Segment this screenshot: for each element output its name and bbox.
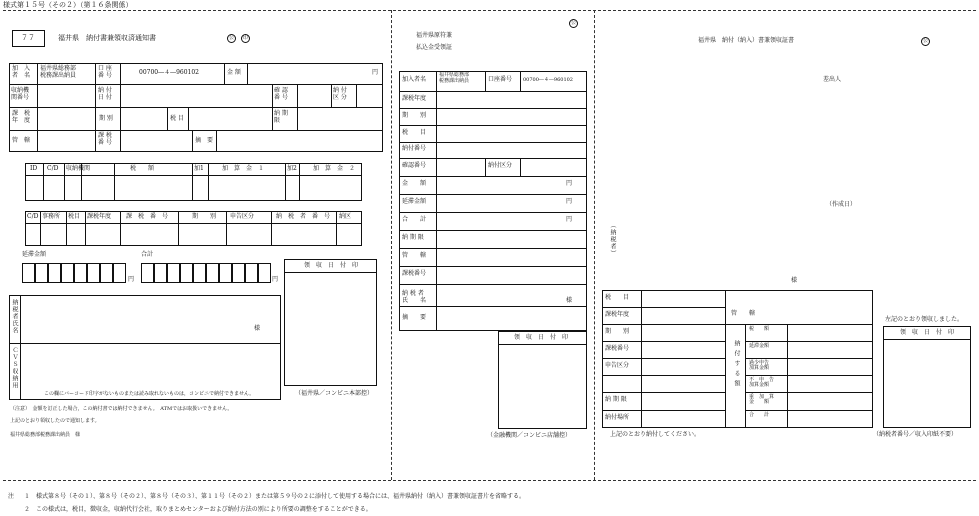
middle-row-label: 納 税 者 氏 名 <box>402 290 427 304</box>
middle-seal-icon: 公 <box>570 20 576 26</box>
late-fee-label: 延滞金額 <box>22 251 47 258</box>
right-row-label: 課税年度 <box>605 311 630 318</box>
middle-total-yen: 円 <box>566 216 573 223</box>
tax-number-label: 課 税 番 号 <box>98 132 112 146</box>
middle-row-label: 税 目 <box>402 128 427 136</box>
pay-amount-vertical: 納付する額 <box>733 340 740 390</box>
middle-row-label: 納 期 限 <box>402 234 424 241</box>
digit-box <box>141 263 154 283</box>
digit-box <box>193 263 206 283</box>
col3-period: 期 別 <box>192 213 217 220</box>
total-label: 合計 <box>141 251 154 258</box>
separator-right <box>594 10 595 480</box>
barcode-note: この欄にバーコード印字がないものまたは読み取れないものは，コンビニで納付できません。 <box>44 391 255 397</box>
total-yen: 円 <box>272 276 279 283</box>
middle-account-label: 口座番号 <box>488 76 513 83</box>
pay-note: 上記のとおり納付してください。 <box>610 431 701 438</box>
payer-label: 加 入 者 名 <box>12 65 31 79</box>
right-seal-icon: 公 <box>922 38 928 44</box>
col3-tax-item: 税目 <box>68 213 81 220</box>
due-label: 納 期 限 <box>274 110 288 124</box>
right-amount-label: 過少申告 加算金額 <box>749 360 770 371</box>
footnote-1: １ 様式第８号（その１）、第８号（その２）、第８号（その３）、第１１号（その２）または第５９号の２に添付して使用する場合には、福井県納付（納入）書兼領収証書片を省略する。 <box>24 493 526 500</box>
form-title: 様式第１５号（その２）（第１６条関係） <box>3 1 133 9</box>
col-add1: 加1 <box>194 165 204 172</box>
taxpayer-cvs-box <box>9 295 281 400</box>
col-tax-amount: 税 額 <box>130 165 155 172</box>
col-add-amount2: 加 算 金 ２ <box>313 165 356 172</box>
right-receipt-stamp-box <box>883 326 971 428</box>
middle-row-label: 金 額 <box>402 180 427 187</box>
middle-receipt-stamp-box <box>498 331 587 429</box>
caution-note: （注意） 金額を訂正した場合，この納付書では納付できません。 ATMではお取扱いできません。 <box>10 406 233 412</box>
col-collector: 収納機関 <box>66 165 91 172</box>
left-receipt-caption: （福井県／コンビニ本部控） <box>295 390 374 397</box>
right-row-label: 納 期 限 <box>605 396 627 403</box>
confirm-number-label: 確 認 番 号 <box>274 87 288 101</box>
right-row-label: 税 目 <box>605 294 630 301</box>
col-add-amount1: 加 算 金 １ <box>222 165 265 172</box>
right-taxpayer-vertical: （納税者） <box>609 222 616 257</box>
created-date-label: （作成日） <box>826 201 857 208</box>
middle-row-label: 確認番号 <box>402 162 427 169</box>
right-amount-label: 重 加 算 金 額 <box>749 394 775 405</box>
col3-pay-type: 納区 <box>339 213 352 220</box>
sender-label: 差出人 <box>823 76 842 83</box>
middle-row-label: 延滞金額 <box>402 198 427 205</box>
left-title: 福井県 納付書兼領収済通知書 <box>58 34 156 42</box>
middle-row-label: 課税年度 <box>402 94 427 102</box>
digit-box <box>74 263 87 283</box>
period-label: 期 別 <box>99 115 113 122</box>
right-amount-label: 税 額 <box>749 326 770 332</box>
right-sama: 様 <box>791 277 798 284</box>
middle-pay-type-label: 納付区分 <box>488 162 513 169</box>
digit-box <box>154 263 167 283</box>
digit-box <box>22 263 35 283</box>
right-row-label: 納付場所 <box>605 414 630 421</box>
footnote-prefix: 注 <box>8 493 15 500</box>
form-number: ７７ <box>21 34 35 42</box>
bottom-dashed-line <box>3 480 976 481</box>
right-title: 福井県 納付（納入）書兼領収証書 <box>698 37 795 44</box>
right-row-label: 課税番号 <box>605 345 630 352</box>
received-note: 左記のとおり領収しました。 <box>885 316 964 323</box>
col3-office: 事務所 <box>42 213 61 220</box>
payer-name: 福井県総務部 税務課出納員 <box>40 65 77 79</box>
digit-box <box>245 263 258 283</box>
middle-row-label: 課税番号 <box>402 270 427 277</box>
col3-fiscal-year: 課税年度 <box>87 213 112 220</box>
middle-title-2: 払込金受領証 <box>416 44 453 51</box>
digit-box <box>180 263 193 283</box>
amount-label: 金 額 <box>227 69 241 76</box>
col-cd: C/D <box>47 165 59 172</box>
col-id: ID <box>30 165 38 172</box>
middle-row-label: 期 別 <box>402 111 427 119</box>
tax-item-label: 税 目 <box>170 115 184 122</box>
middle-amount-yen: 円 <box>566 180 573 187</box>
top-dashed-line <box>3 10 976 11</box>
digit-box <box>219 263 232 283</box>
right-receipt-stamp-label: 領 収 日 付 印 <box>900 329 955 336</box>
right-amount-label: 延滞金額 <box>749 343 770 349</box>
middle-receipt-caption: （金融機関／コンビニ店舗控） <box>487 432 572 439</box>
seal-icon-2: 印 <box>242 35 248 41</box>
payment-date-label: 納 付 日 付 <box>98 87 112 101</box>
jurisdiction-label: 管 轄 <box>12 137 31 144</box>
cvs-vertical: ＣＶＳ収納用 <box>11 347 18 389</box>
right-amount-label: 合 計 <box>749 412 770 418</box>
summary-label: 摘 要 <box>195 137 214 144</box>
issuer-note: 福井県総務部税務課出納員 様 <box>10 432 81 438</box>
col3-declaration: 申告区分 <box>230 213 255 220</box>
left-receipt-stamp-label: 領 収 日 付 印 <box>304 262 359 269</box>
middle-row-label: 納付番号 <box>402 145 427 152</box>
middle-info-grid <box>399 71 587 331</box>
pay-type-label: 納 付 区 分 <box>333 87 347 101</box>
account-label: 口 座 番 号 <box>98 65 112 79</box>
digit-box <box>113 263 126 283</box>
digit-box <box>258 263 271 283</box>
late-fee-yen: 円 <box>128 276 135 283</box>
digit-box <box>87 263 100 283</box>
right-receipt-caption: （納税者番号／収入印紙不要） <box>873 431 958 438</box>
middle-row-label: 摘 要 <box>402 313 427 321</box>
digit-box <box>232 263 245 283</box>
col3-taxpayer-number: 納 税 者 番 号 <box>276 213 331 220</box>
yen-label: 円 <box>372 69 379 76</box>
taxpayer-name-vertical: 納税者氏名 <box>11 299 18 334</box>
separator-left <box>391 10 392 480</box>
right-jurisdiction-label: 管 轄 <box>731 310 756 317</box>
digit-box <box>35 263 48 283</box>
form-number-box <box>12 30 45 47</box>
digit-box <box>100 263 113 283</box>
digit-box <box>61 263 74 283</box>
col3-tax-number: 課 税 番 号 <box>126 213 169 220</box>
receive-note: 上記のとおり領収したので通知します。 <box>10 418 100 424</box>
col3-cd: C/D <box>27 213 39 220</box>
seal-icon: 公 <box>228 35 234 41</box>
left-sama: 様 <box>254 325 261 332</box>
footnote-2: ２ この様式は，税目，徴収金，収納代行会社，取りまとめセンターおよび納付方法の別により所要の調整をすることができる。 <box>24 506 372 513</box>
col-add2: 加2 <box>287 165 297 172</box>
middle-row-label: 合 計 <box>402 216 427 223</box>
right-row-label: 申告区分 <box>605 362 630 369</box>
middle-title-1: 福井県原符兼 <box>416 32 453 39</box>
digit-box <box>167 263 180 283</box>
account-number: 00700―４―960102 <box>139 69 199 76</box>
middle-row-label: 管 轄 <box>402 252 427 259</box>
middle-receipt-stamp-label: 領 収 日 付 印 <box>514 334 569 341</box>
right-row-label: 期 別 <box>605 328 630 335</box>
right-amount-label: 不 申 告 加算金額 <box>749 377 775 388</box>
middle-late-yen: 円 <box>566 198 573 205</box>
middle-account-number: 00700―４―960102 <box>523 77 573 83</box>
middle-sama: 様 <box>566 297 573 304</box>
digit-box <box>48 263 61 283</box>
middle-payer-label: 加入者名 <box>402 76 427 83</box>
middle-payer-name: 福井県総務部 税務課出納員 <box>439 72 470 84</box>
left-receipt-stamp-box <box>284 259 377 386</box>
collector-label: 収納機 関番号 <box>11 87 30 101</box>
fiscal-year-label: 課 税 年 度 <box>12 110 31 124</box>
digit-box <box>206 263 219 283</box>
